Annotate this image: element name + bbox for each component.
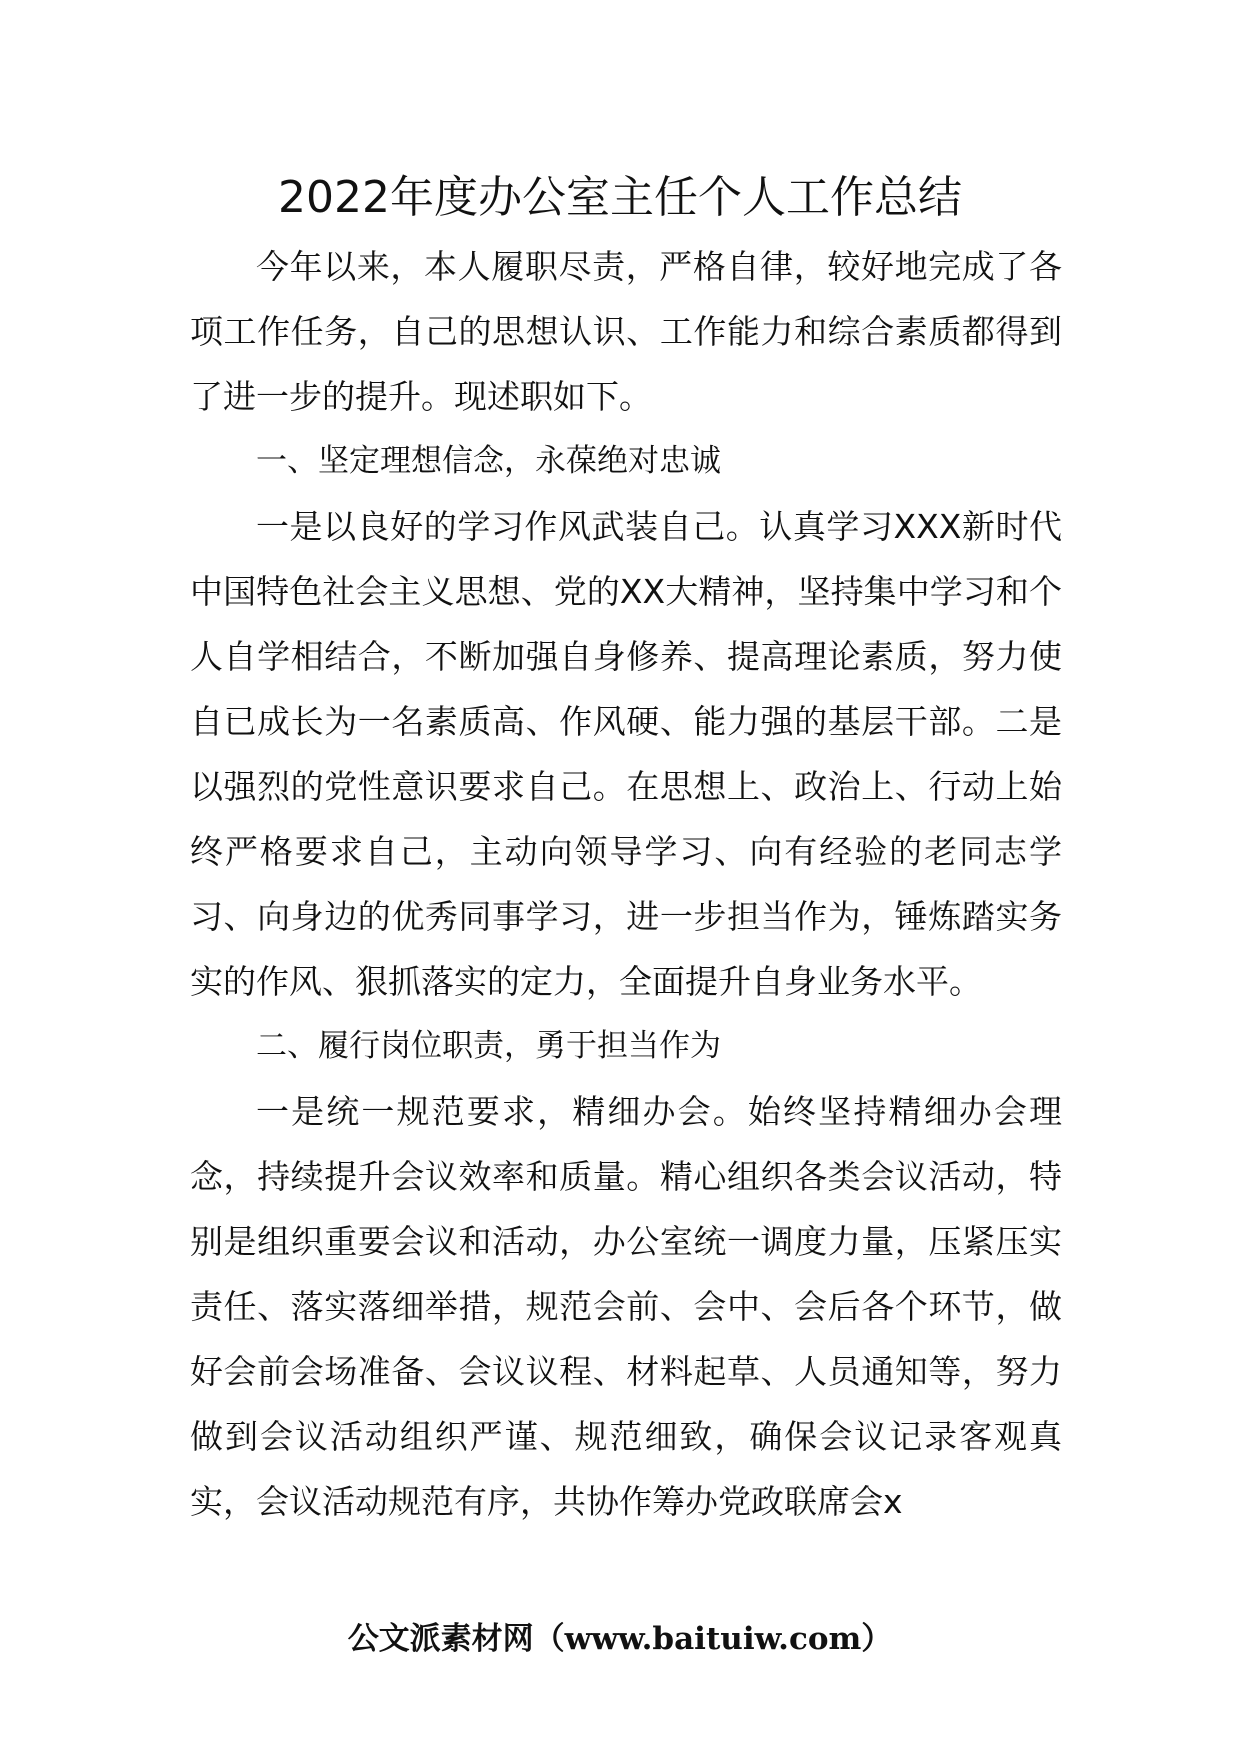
section-1-heading: 一、坚定理想信念，永葆绝对忠诚 xyxy=(256,443,721,479)
section-1-paragraph: 一是以良好的学习作风武装自己。认真学习XXX新时代中国特色社会主义思想、党的XX大精神，坚持集中学习和个人自学相结合，不断加强自身修养、提高理论素质，努力使自已成长为一名素质高、作风硬、能力强的基层干部。二是以强烈的党性意识要求自己。在思想上、政治上、行动上始终严格要求自己，主动向领导学习、向有经验的老同志学习、向身边的优秀同事学习，进一步担当作为，锤炼踏实务实的作风、狠抓落实的定力，全面提升自身业务水平。 xyxy=(190,507,1062,1001)
document-title: 2022年度办公室主任个人工作总结 xyxy=(278,172,962,223)
section-2-heading: 二、履行岗位职责，勇于担当作为 xyxy=(256,1028,721,1064)
source-watermark: 公文派素材网（www.baituiw.com） xyxy=(347,1621,893,1657)
intro-paragraph: 今年以来，本人履职尽责，严格自律，较好地完成了各项工作任务，自己的思想认识、工作能力和综合素质都得到了进一步的提升。现述职如下。 xyxy=(190,247,1062,416)
section-2-paragraph: 一是统一规范要求，精细办会。始终坚持精细办会理念，持续提升会议效率和质量。精心组织各类会议活动，特别是组织重要会议和活动，办公室统一调度力量，压紧压实责任、落实落细举措，规范会前、会中、会后各个环节，做好会前会场准备、会议议程、材料起草、人员通知等，努力做到会议活动组织严谨、规范细致，确保会议记录客观真实，会议活动规范有序，共协作筹办党政联席会x xyxy=(190,1092,1062,1521)
document-body xyxy=(190,234,1062,1534)
